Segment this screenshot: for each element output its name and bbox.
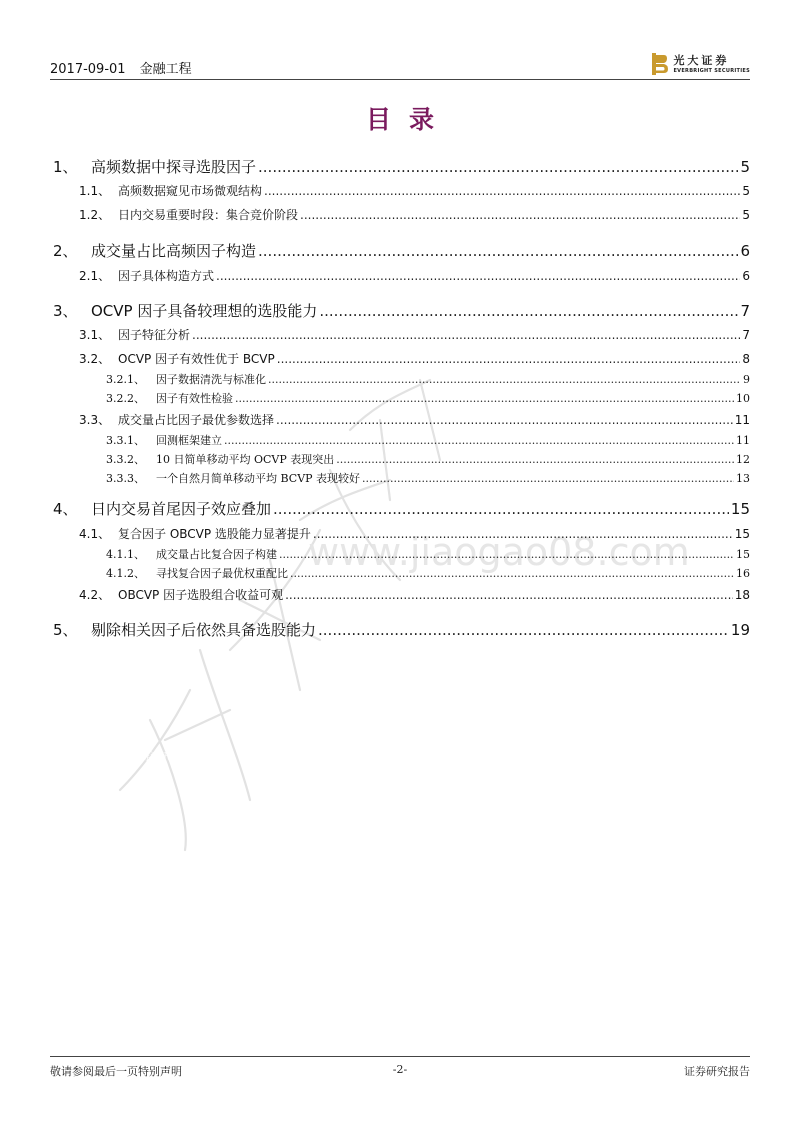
toc-entry[interactable] xyxy=(50,451,750,467)
toc-leader xyxy=(277,352,741,366)
toc-title: 因子有效性检验 xyxy=(156,392,233,405)
toc-title: 10 日简单移动平均 OCVP 表现突出 xyxy=(156,453,335,466)
toc-title: 剔除相关因子后依然具备选股能力 xyxy=(91,621,317,639)
toc-title: OCVP 因子具备较理想的选股能力 xyxy=(91,302,318,320)
toc-title: 复合因子 OBCVP 选股能力显著提升 xyxy=(118,527,311,541)
toc-page: 11 xyxy=(734,413,750,427)
toc-title: 因子具体构造方式 xyxy=(118,269,215,283)
toc-leader xyxy=(290,567,734,580)
footer-report-type: 证券研究报告 xyxy=(684,1065,750,1078)
toc-leader xyxy=(276,413,733,427)
footer-disclaimer: 敬请参阅最后一页特别声明 xyxy=(50,1065,182,1078)
toc-number: 1.1、 xyxy=(79,184,111,198)
toc-title: 一个自然月简单移动平均 BCVP 表现较好 xyxy=(156,472,361,485)
report-date: 2017-09-01 xyxy=(50,62,126,77)
toc-entry[interactable] xyxy=(50,350,750,367)
toc-leader xyxy=(362,472,734,485)
toc-title: 寻找复合因子最优权重配比 xyxy=(156,567,288,580)
logo-icon xyxy=(652,53,668,75)
toc-number: 1.2、 xyxy=(79,208,111,222)
toc-page: 16 xyxy=(736,567,750,580)
toc-page: 15 xyxy=(736,548,750,561)
toc-page: 12 xyxy=(736,453,750,466)
toc-number: 2.1、 xyxy=(79,269,111,283)
toc-title: 回测框架建立 xyxy=(156,434,222,447)
toc-leader xyxy=(279,548,734,561)
toc-entry[interactable] xyxy=(50,470,750,486)
toc-entry[interactable] xyxy=(50,326,750,343)
toc-page: 19 xyxy=(730,621,750,639)
toc-page: 7 xyxy=(740,302,750,320)
toc-leader xyxy=(216,269,740,283)
company-logo xyxy=(652,50,750,78)
toc-leader xyxy=(336,453,734,466)
toc-number: 3.2.2、 xyxy=(106,392,145,405)
toc-number: 2、 xyxy=(53,242,78,260)
toc-entry[interactable] xyxy=(50,525,750,542)
toc-page: 7 xyxy=(742,328,750,342)
toc-leader xyxy=(273,500,729,518)
toc-number: 4.1、 xyxy=(79,527,111,541)
toc-title: 日内交易首尾因子效应叠加 xyxy=(91,500,272,518)
page-number: -2- xyxy=(392,1063,408,1076)
toc-leader xyxy=(319,302,738,320)
toc-page: 5 xyxy=(742,184,750,198)
toc-page: 15 xyxy=(734,527,750,541)
toc-entry[interactable] xyxy=(50,619,750,640)
report-category: 金融工程 xyxy=(139,62,192,77)
toc-title: 日内交易重要时段：集合竞价阶段 xyxy=(118,208,299,222)
toc-entry[interactable] xyxy=(50,300,750,321)
toc-page: 9 xyxy=(743,373,750,386)
toc-leader xyxy=(318,621,729,639)
watermark-url: www.jiaogao08.com xyxy=(308,530,690,574)
toc-entry[interactable] xyxy=(50,586,750,603)
header-left xyxy=(50,58,192,77)
toc-entry[interactable] xyxy=(50,156,750,177)
toc-leader xyxy=(235,392,734,405)
toc-number: 3.3.1、 xyxy=(106,434,145,447)
toc-title: 成交量占比高频因子构造 xyxy=(91,242,257,260)
toc-entry[interactable] xyxy=(50,267,750,284)
toc-entry[interactable] xyxy=(50,498,750,519)
toc-entry[interactable] xyxy=(50,411,750,428)
toc-number: 4.1.2、 xyxy=(106,567,145,580)
toc-title: 因子数据清洗与标准化 xyxy=(156,373,266,386)
toc-entry[interactable] xyxy=(50,546,750,562)
toc-number: 3.3.3、 xyxy=(106,472,145,485)
toc-number: 1、 xyxy=(53,158,78,176)
toc-title: 成交量占比因子最优参数选择 xyxy=(118,413,275,427)
toc-leader xyxy=(268,373,741,386)
toc-entry[interactable] xyxy=(50,240,750,261)
toc-title: 高频数据中探寻选股因子 xyxy=(91,158,257,176)
toc-number: 3.3、 xyxy=(79,413,111,427)
toc-page: 8 xyxy=(742,352,750,366)
toc-leader xyxy=(300,208,740,222)
toc-leader xyxy=(224,434,734,447)
toc-leader xyxy=(264,184,740,198)
toc-number: 4.1.1、 xyxy=(106,548,145,561)
toc-number: 3.2、 xyxy=(79,352,111,366)
toc-title: 高频数据窥见市场微观结构 xyxy=(118,184,263,198)
toc-leader xyxy=(258,242,738,260)
watermark-text: 万得资讯 xyxy=(130,752,170,763)
toc-page: 13 xyxy=(736,472,750,485)
toc-entry[interactable] xyxy=(50,565,750,581)
toc-page: 6 xyxy=(740,242,750,260)
logo-text-cn: 光大证券 xyxy=(673,53,730,67)
toc-leader xyxy=(313,527,733,541)
toc-title: 因子特征分析 xyxy=(118,328,191,342)
toc-page: 10 xyxy=(736,392,750,405)
toc-leader xyxy=(258,158,738,176)
toc-page: 18 xyxy=(734,588,750,602)
toc-number: 5、 xyxy=(53,621,78,639)
page-title: 目录 xyxy=(365,105,452,134)
toc-entry[interactable] xyxy=(50,390,750,406)
toc-page: 15 xyxy=(730,500,750,518)
page-footer xyxy=(50,1056,750,1081)
toc-title: OBCVP 因子选股组合收益可观 xyxy=(118,588,284,602)
toc-entry[interactable] xyxy=(50,206,750,223)
toc-page: 5 xyxy=(740,158,750,176)
toc-leader xyxy=(192,328,740,342)
toc-title: OCVP 因子有效性优于 BCVP xyxy=(118,352,275,366)
logo-text-en: EVERBRIGHT SECURITIES xyxy=(673,67,750,74)
toc-leader xyxy=(285,588,733,602)
toc-number: 4、 xyxy=(53,500,78,518)
header-divider xyxy=(50,79,750,80)
toc-entry[interactable] xyxy=(50,432,750,448)
toc-entry[interactable] xyxy=(50,371,750,387)
toc-page: 5 xyxy=(742,208,750,222)
toc-entry[interactable] xyxy=(50,182,750,199)
toc-number: 3、 xyxy=(53,302,78,320)
page-header xyxy=(50,50,750,80)
toc-number: 4.2、 xyxy=(79,588,111,602)
toc-number: 3.2.1、 xyxy=(106,373,145,386)
toc-page: 11 xyxy=(736,434,750,447)
toc-number: 3.3.2、 xyxy=(106,453,145,466)
toc-page: 6 xyxy=(742,269,750,283)
toc-number: 3.1、 xyxy=(79,328,111,342)
toc-title: 成交量占比复合因子构建 xyxy=(156,548,277,561)
